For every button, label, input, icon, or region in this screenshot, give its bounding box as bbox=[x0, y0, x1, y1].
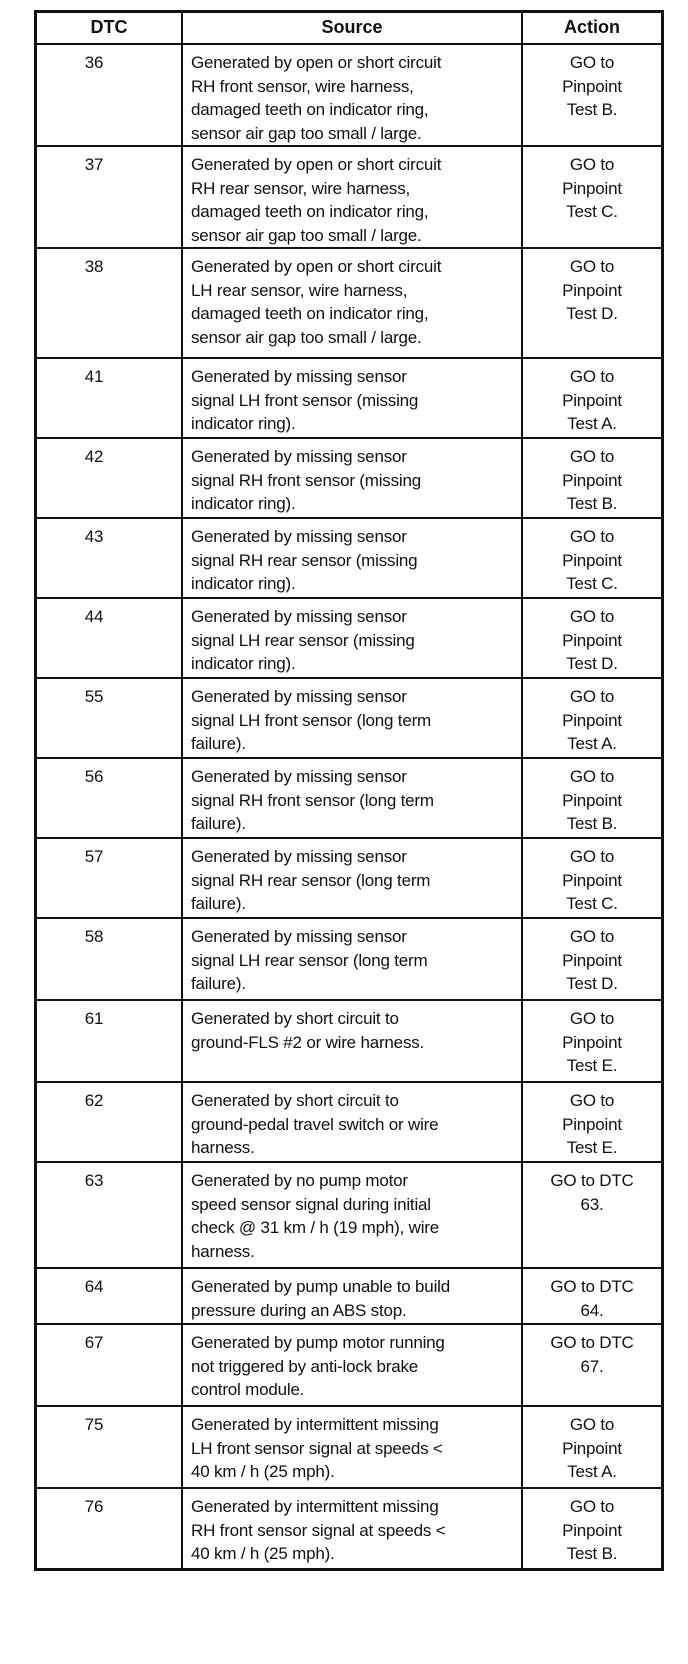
source-cell: Generated by pump unable to build pressure during an ABS stop. bbox=[182, 1268, 522, 1324]
header-dtc: DTC bbox=[36, 12, 183, 45]
action-cell: GO to DTC 64. bbox=[522, 1268, 663, 1324]
dtc-cell: 64 bbox=[36, 1268, 183, 1324]
action-cell: GO to Pinpoint Test C. bbox=[522, 518, 663, 598]
action-cell: GO to DTC 63. bbox=[522, 1162, 663, 1268]
dtc-cell: 41 bbox=[36, 358, 183, 438]
table-row bbox=[36, 1488, 663, 1569]
table-row bbox=[36, 1082, 663, 1162]
table-row bbox=[36, 1268, 663, 1324]
action-cell: GO to Pinpoint Test A. bbox=[522, 358, 663, 438]
source-cell: Generated by missing sensor signal LH rear sensor (long term failure). bbox=[182, 918, 522, 1000]
table-row bbox=[36, 1406, 663, 1488]
action-cell: GO to Pinpoint Test C. bbox=[522, 838, 663, 918]
source-cell: Generated by missing sensor signal RH rear sensor (missing indicator ring). bbox=[182, 518, 522, 598]
table-row bbox=[36, 438, 663, 518]
source-cell: Generated by intermittent missing RH front sensor signal at speeds < 40 km / h (25 mph). bbox=[182, 1488, 522, 1569]
source-cell: Generated by missing sensor signal LH front sensor (long term failure). bbox=[182, 678, 522, 758]
table-row bbox=[36, 518, 663, 598]
table-row bbox=[36, 918, 663, 1000]
header-row bbox=[36, 12, 663, 45]
source-cell: Generated by no pump motor speed sensor signal during initial check @ 31 km / h (19 mph), wire harness. bbox=[182, 1162, 522, 1268]
source-cell: Generated by missing sensor signal RH rear sensor (long term failure). bbox=[182, 838, 522, 918]
action-cell: GO to Pinpoint Test D. bbox=[522, 598, 663, 678]
source-cell: Generated by pump motor running not triggered by anti-lock brake control module. bbox=[182, 1324, 522, 1406]
action-cell: GO to Pinpoint Test A. bbox=[522, 678, 663, 758]
source-cell: Generated by short circuit to ground-pedal travel switch or wire harness. bbox=[182, 1082, 522, 1162]
source-cell: Generated by missing sensor signal LH front sensor (missing indicator ring). bbox=[182, 358, 522, 438]
table-row bbox=[36, 678, 663, 758]
header-source: Source bbox=[182, 12, 522, 45]
source-cell: Generated by open or short circuit LH rear sensor, wire harness, damaged teeth on indicator ring, sensor air gap too small / large. bbox=[182, 248, 522, 358]
dtc-cell: 38 bbox=[36, 248, 183, 358]
dtc-cell: 75 bbox=[36, 1406, 183, 1488]
action-cell: GO to DTC 67. bbox=[522, 1324, 663, 1406]
source-cell: Generated by short circuit to ground-FLS #2 or wire harness. bbox=[182, 1000, 522, 1082]
dtc-cell: 67 bbox=[36, 1324, 183, 1406]
dtc-cell: 58 bbox=[36, 918, 183, 1000]
table-row bbox=[36, 838, 663, 918]
dtc-cell: 61 bbox=[36, 1000, 183, 1082]
dtc-cell: 76 bbox=[36, 1488, 183, 1569]
table-row bbox=[36, 598, 663, 678]
dtc-cell: 62 bbox=[36, 1082, 183, 1162]
table-row bbox=[36, 1000, 663, 1082]
table-row bbox=[36, 1324, 663, 1406]
dtc-cell: 55 bbox=[36, 678, 183, 758]
action-cell: GO to Pinpoint Test B. bbox=[522, 438, 663, 518]
source-cell: Generated by intermittent missing LH front sensor signal at speeds < 40 km / h (25 mph). bbox=[182, 1406, 522, 1488]
source-cell: Generated by open or short circuit RH rear sensor, wire harness, damaged teeth on indicator ring, sensor air gap too small / large. bbox=[182, 146, 522, 248]
action-cell: GO to Pinpoint Test C. bbox=[522, 146, 663, 248]
table-row bbox=[36, 44, 663, 146]
source-cell: Generated by missing sensor signal RH front sensor (missing indicator ring). bbox=[182, 438, 522, 518]
action-cell: GO to Pinpoint Test B. bbox=[522, 1488, 663, 1569]
dtc-cell: 37 bbox=[36, 146, 183, 248]
dtc-cell: 43 bbox=[36, 518, 183, 598]
dtc-cell: 44 bbox=[36, 598, 183, 678]
action-cell: GO to Pinpoint Test D. bbox=[522, 918, 663, 1000]
table-row bbox=[36, 758, 663, 838]
table-row bbox=[36, 358, 663, 438]
dtc-table bbox=[34, 10, 664, 1571]
action-cell: GO to Pinpoint Test E. bbox=[522, 1000, 663, 1082]
action-cell: GO to Pinpoint Test D. bbox=[522, 248, 663, 358]
dtc-cell: 42 bbox=[36, 438, 183, 518]
action-cell: GO to Pinpoint Test A. bbox=[522, 1406, 663, 1488]
source-cell: Generated by open or short circuit RH front sensor, wire harness, damaged teeth on indicator ring, sensor air gap too small / large. bbox=[182, 44, 522, 146]
header-action: Action bbox=[522, 12, 663, 45]
source-cell: Generated by missing sensor signal RH front sensor (long term failure). bbox=[182, 758, 522, 838]
action-cell: GO to Pinpoint Test B. bbox=[522, 44, 663, 146]
dtc-cell: 56 bbox=[36, 758, 183, 838]
dtc-cell: 57 bbox=[36, 838, 183, 918]
dtc-cell: 63 bbox=[36, 1162, 183, 1268]
table-row bbox=[36, 248, 663, 358]
source-cell: Generated by missing sensor signal LH rear sensor (missing indicator ring). bbox=[182, 598, 522, 678]
table-row bbox=[36, 146, 663, 248]
action-cell: GO to Pinpoint Test B. bbox=[522, 758, 663, 838]
dtc-cell: 36 bbox=[36, 44, 183, 146]
action-cell: GO to Pinpoint Test E. bbox=[522, 1082, 663, 1162]
table-row bbox=[36, 1162, 663, 1268]
